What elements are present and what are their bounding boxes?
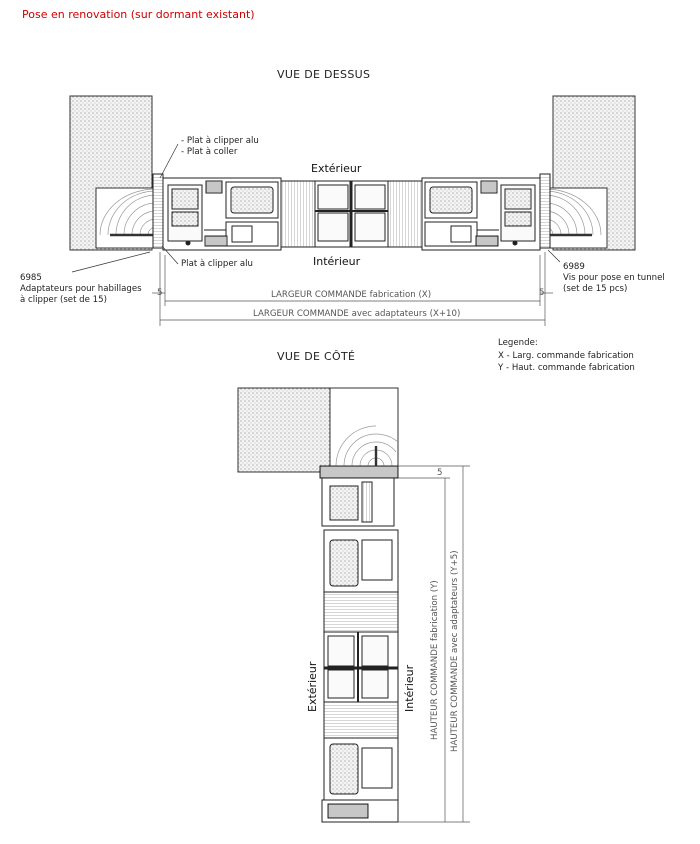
top-view-heading: VUE DE DESSUS: [277, 68, 371, 81]
side-exterior-label: Extérieur: [306, 661, 319, 712]
ref-right-line1: Vis pour pose en tunnel: [563, 273, 665, 283]
gap-right-value: 5: [539, 288, 545, 298]
side-wall: [238, 388, 330, 472]
top-exterior-label: Extérieur: [311, 162, 362, 175]
clip-bottom-callout: Plat à clipper alu: [181, 259, 253, 269]
legend-item-y: Y - Haut. commande fabrication: [498, 363, 635, 373]
height-adaptateurs-label: HAUTEUR COMMANDE avec adaptateurs (Y+5): [450, 550, 460, 752]
center-glazing: [281, 181, 422, 247]
width-fabrication-label: LARGEUR COMMANDE fabrication (X): [271, 290, 432, 300]
height-fabrication-label: HAUTEUR COMMANDE fabrication (Y): [430, 580, 440, 740]
left-frame-profile: [153, 174, 281, 250]
ref-left-code: 6985: [20, 273, 42, 283]
top-interior-label: Intérieur: [313, 255, 361, 268]
ref-left-line2: à clipper (set de 15): [20, 295, 107, 305]
width-adaptateurs-label: LARGEUR COMMANDE avec adaptateurs (X+10): [253, 309, 461, 319]
ref-left-line1: Adaptateurs pour habillages: [20, 284, 142, 294]
ref-right-line2: (set de 15 pcs): [563, 284, 628, 294]
gap-top-value: 5: [437, 468, 443, 478]
clip-callout-line-1: - Plat à clipper alu: [181, 136, 259, 146]
gap-left-value: 5: [157, 288, 163, 298]
side-interior-label: Intérieur: [403, 664, 416, 712]
page-title: Pose en renovation (sur dormant existant): [22, 8, 255, 21]
side-view-heading: VUE DE CÔTÉ: [277, 350, 356, 363]
right-frame-profile: [422, 174, 550, 250]
side-frame-profile: [320, 466, 398, 822]
legend-item-x: X - Larg. commande fabrication: [498, 351, 634, 361]
legend-title: Legende:: [498, 338, 538, 348]
clip-callout-line-2: - Plat à coller: [181, 147, 238, 157]
ref-right-code: 6989: [563, 262, 585, 272]
